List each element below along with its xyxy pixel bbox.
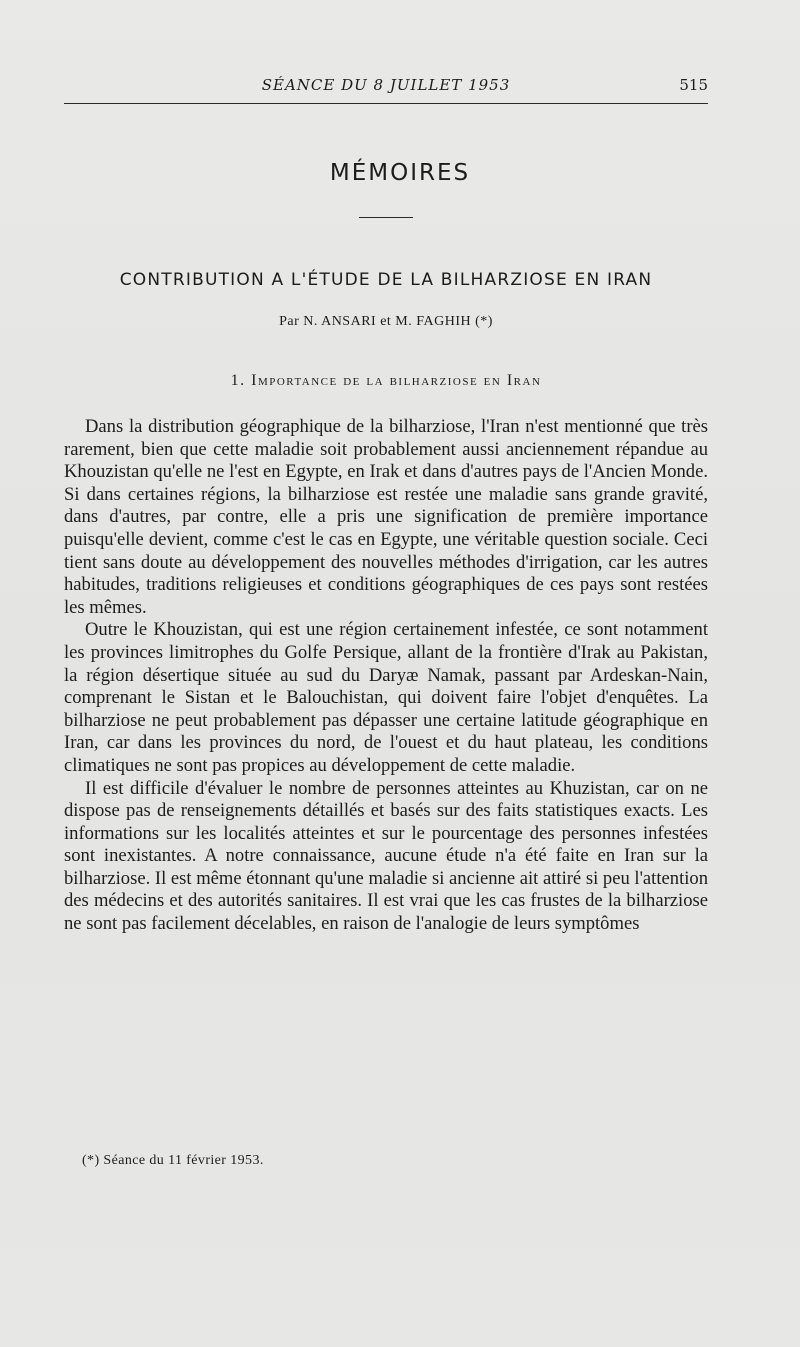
running-head: SÉANCE DU 8 JUILLET 1953 (261, 76, 511, 94)
paragraph: Dans la distribution géographique de la bilharziose, l'Iran n'est mentionné que très rarement, bien que cette maladie soit probablement aussi anciennement répandue au Khouzistan qu'elle ne l'est en Egypte, en Irak et dans d'autres pays de l'Ancien Monde. Si dans certaines régions, la bilharziose est restée une maladie sans grande gravité, dans d'autres, par contre, elle a pris une signification de première importance puisqu'elle devient, comme c'est le cas en Egypte, une véritable question sociale. Ceci tient sans doute au développement des nouvelles méthodes d'irrigation, car les autres habitudes, traditions religieuses et conditions géographiques de ces pays sont restées les mêmes. (64, 416, 708, 618)
page-number: 515 (679, 76, 708, 94)
paragraph: Outre le Khouzistan, qui est une région certainement infestée, ce sont notamment les provinces limitrophes du Golfe Persique, allant de la frontière d'Irak au Pakistan, la région désertique située au sud du Daryæ Namak, passant par Ardeskan-Nain, comprenant le Sistan et le Balouchistan, qui doivent faire l'objet d'enquêtes. La bilharziose ne peut probablement pas dépasser une certaine latitude géographique en Iran, car dans les provinces du nord, de l'ouest et du haut plateau, les conditions climatiques ne sont pas propices au développement de cette maladie. (64, 619, 708, 776)
paragraph: Il est difficile d'évaluer le nombre de personnes atteintes au Khuzistan, car on ne dispose pas de renseignements détaillés et basés sur des faits statistiques exacts. Les informations sur les localités atteintes et sur le pourcentage des personnes infestées sont inexistantes. A notre connaissance, aucune étude n'a été faite en Iran sur la bilharziose. Il est même étonnant qu'une maladie si ancienne ait attiré si peu l'attention des médecins et des autorités sanitaires. Il est vrai que les cas frustes de la bilharziose ne sont pas facilement décelables, en raison de l'analogie de leurs symptômes (64, 777, 708, 935)
header-rule (64, 103, 708, 104)
subsection-heading: 1. Importance de la bilharziose en Iran (230, 372, 542, 389)
footnote: (*) Séance du 11 février 1953. (82, 1153, 264, 1168)
page-header (64, 76, 708, 100)
section-title: MÉMOIRES (329, 160, 471, 186)
article-body (64, 416, 708, 936)
author-byline: Par N. ANSARI et M. FAGHIH (*) (279, 314, 493, 329)
section-divider (359, 217, 413, 218)
article-title: CONTRIBUTION A L'ÉTUDE DE LA BILHARZIOSE EN IRAN (119, 270, 653, 290)
